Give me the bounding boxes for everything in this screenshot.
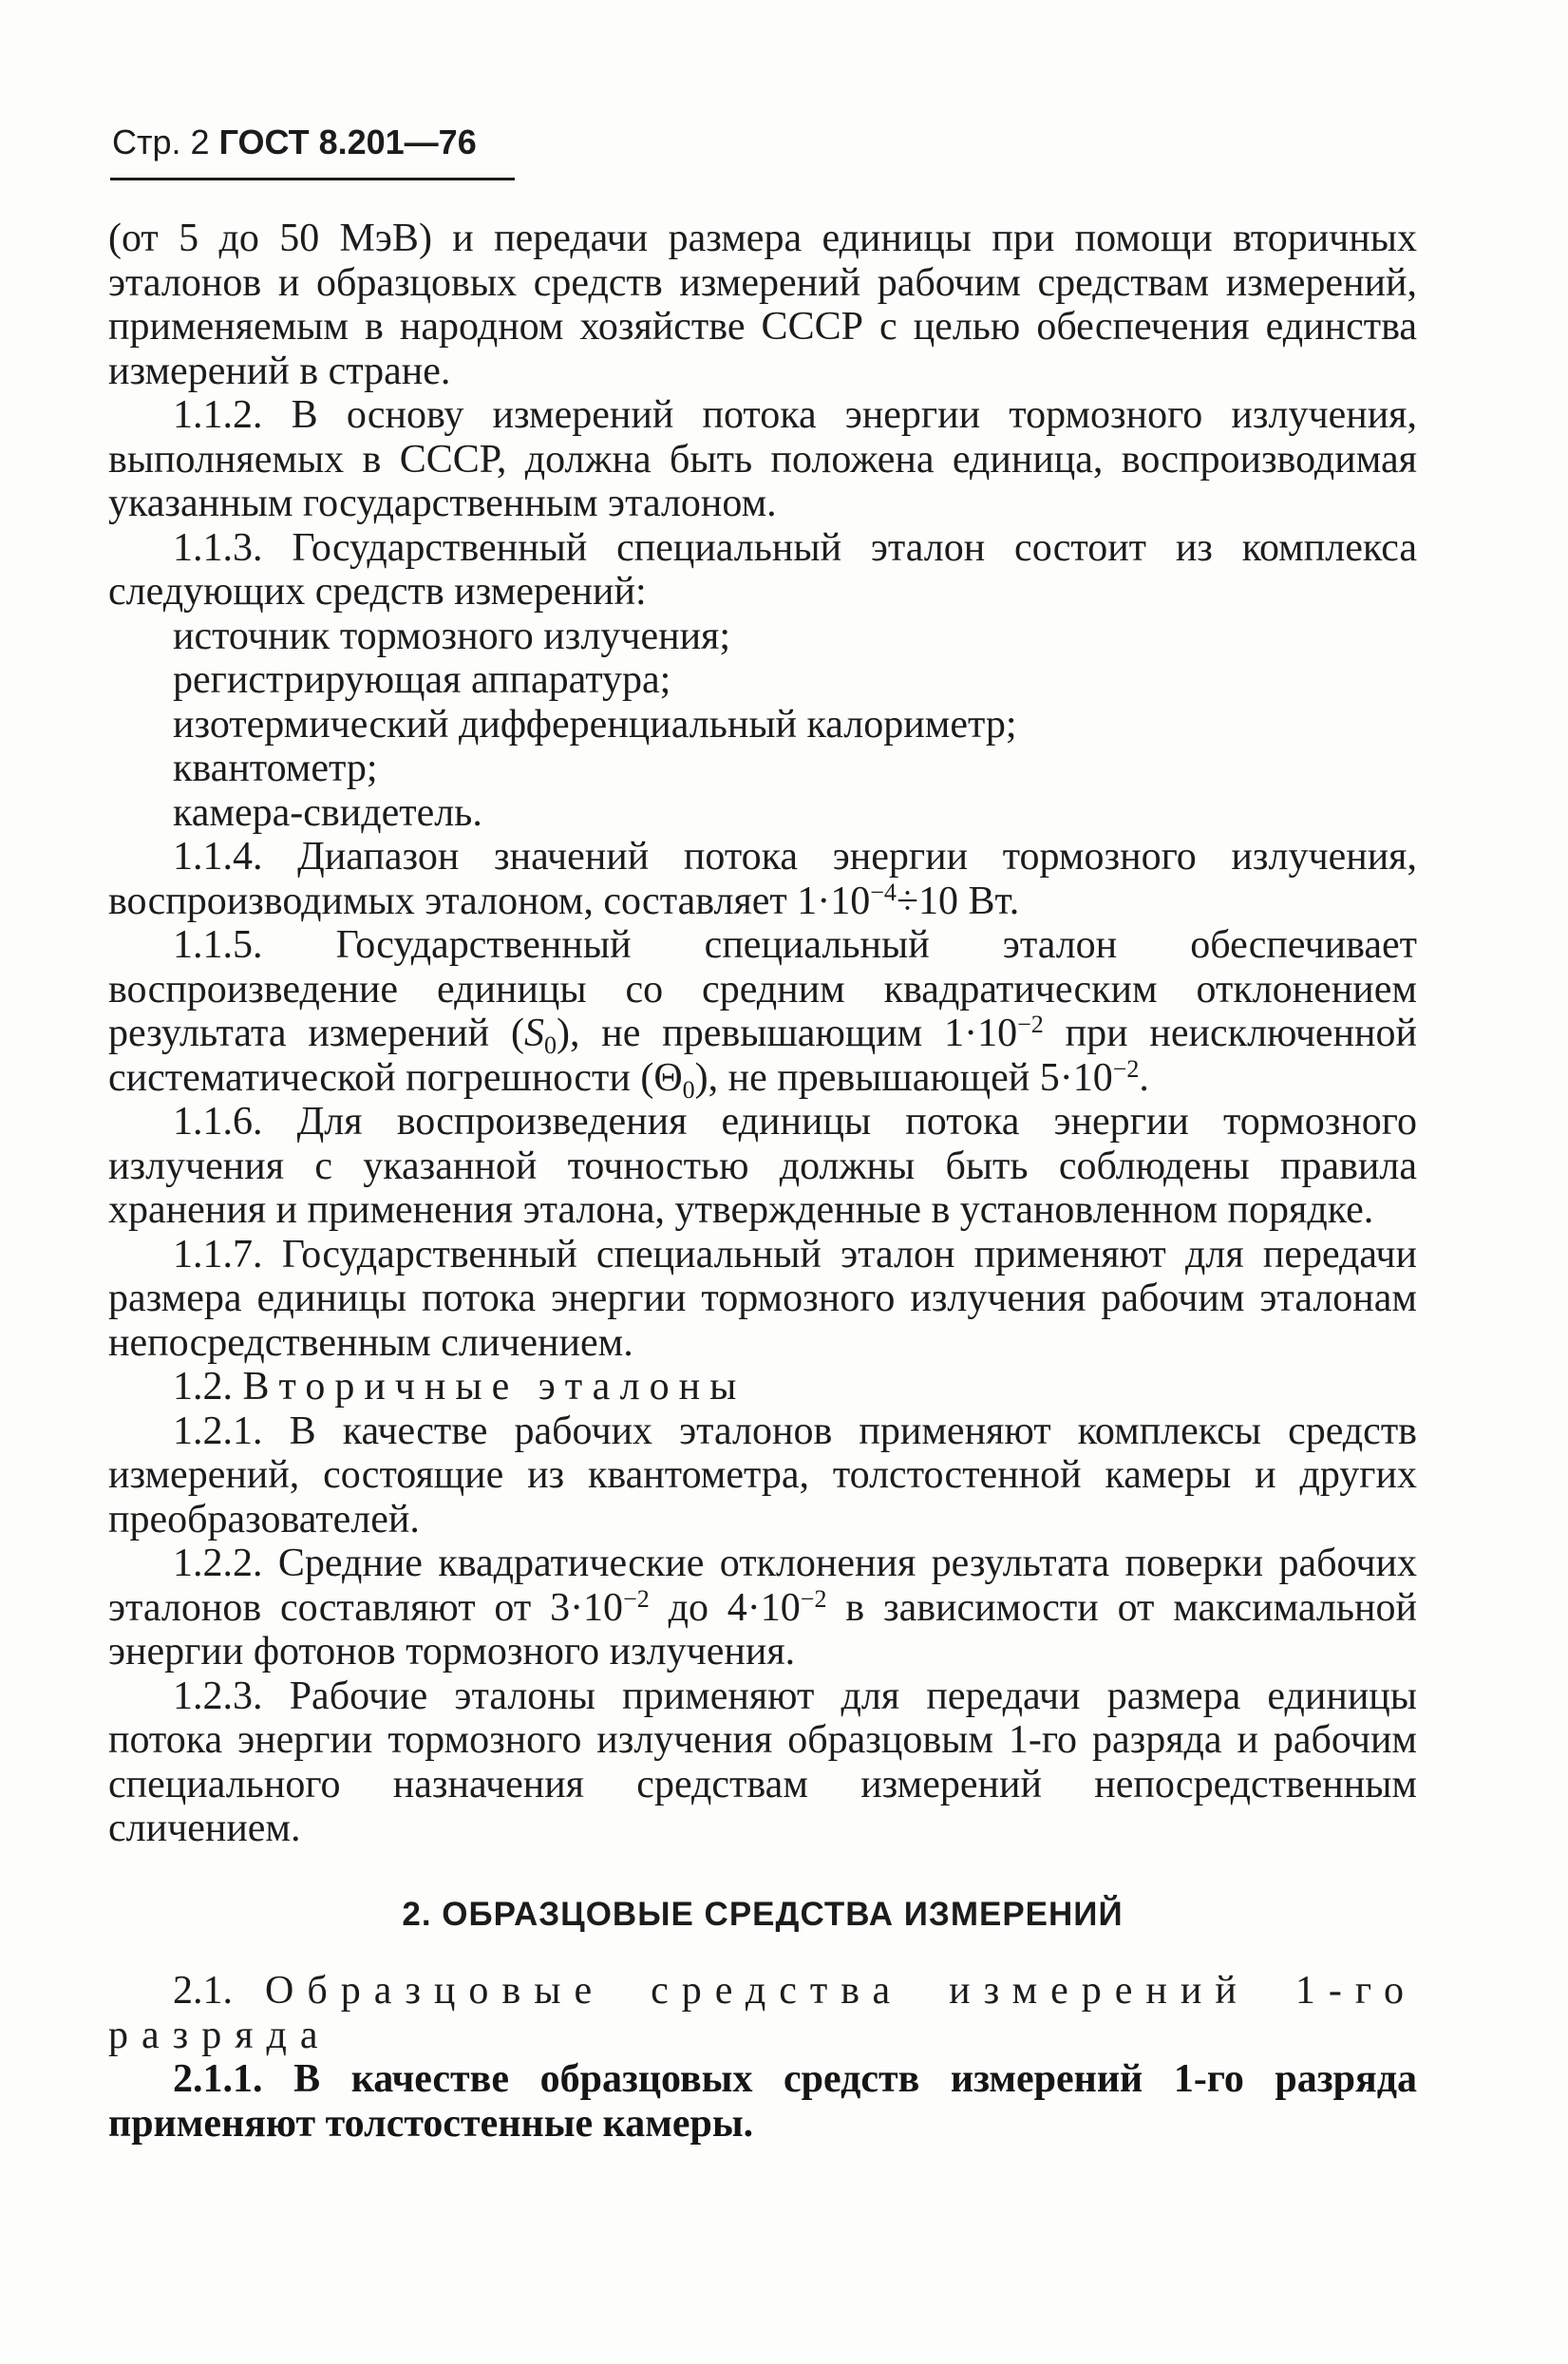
subsection-1-2-heading: [108, 1365, 1417, 1409]
p115-exponent-2: −2: [1112, 1054, 1140, 1083]
equipment-list: [108, 615, 1417, 836]
p122-text-3: в зависимости от максимальной энергии фотонов тормозного излучения.: [108, 1585, 1417, 1674]
p114-unit: Вт.: [958, 879, 1020, 923]
p114-text: 1.1.4. Диапазон значений потока энергии тормозного излучения, воспроизводимых эталоном, составляет: [108, 835, 1417, 923]
theta-symbol: Θ: [653, 1055, 683, 1100]
list-item: регистрирующая аппаратура;: [173, 658, 671, 702]
p122-exponent-2: −2: [800, 1584, 827, 1613]
s-subscript: 0: [543, 1031, 557, 1059]
p115-text-5: .: [1139, 1055, 1149, 1100]
theta-subscript: 0: [682, 1075, 695, 1104]
paragraph-1-1-5: [108, 923, 1418, 1104]
p115-text-3: при неисключенной систематической погрешности (: [108, 1012, 1418, 1100]
p122-text-2: до 4·10: [649, 1585, 801, 1630]
paragraph-1-2-1: 1.2.1. В качестве рабочих эталонов применяют комплексы средств измерений, состоящие из квантометра, толстостенной камеры и других преобразователей.: [108, 1409, 1417, 1541]
subsection-title: Образцовые средства измерений 1-го разряда: [108, 1969, 1418, 2057]
p114-range: ÷10: [896, 879, 958, 923]
paragraph-1-2-3: 1.2.3. Рабочие эталоны применяют для передачи размера единицы потока энергии тормозного излучения образцовым 1-го разряда и рабочим специального назначения средствам измерений непосредственным сличением.: [108, 1674, 1417, 1850]
page-header: [112, 122, 477, 163]
standard-code: ГОСТ 8.201—76: [218, 123, 477, 161]
p115-text-1: 1.1.5. Государственный специальный эталон обеспечивает воспроизведение единицы со средним квадратическим отклонением результата измерений (: [108, 923, 1417, 1055]
paragraph-1-1-3: 1.1.3. Государственный специальный эталон состоит из комплекса следующих средств измерений:: [108, 525, 1417, 614]
paragraph-1-2-2: [108, 1541, 1417, 1674]
page-number: Стр. 2: [112, 123, 210, 161]
paragraph-1-1-7: 1.1.7. Государственный специальный эталон применяют для передачи размера единицы потока энергии тормозного излучения рабочим эталонам непосредственным сличением.: [108, 1232, 1417, 1365]
list-item: источник тормозного излучения;: [173, 614, 731, 658]
p115-exponent-1: −2: [1017, 1011, 1044, 1038]
subsection-number: 1.2.: [173, 1365, 243, 1409]
list-item: квантометр;: [173, 747, 378, 790]
paragraph-2-1-1: 2.1.1. В качестве образцовых средств измерений 1-го разряда применяют толстостенные камеры.: [108, 2057, 1417, 2146]
p122-text-1: 1.2.2. Средние квадратические отклонения результата поверки рабочих эталонов составляют от 3·10: [108, 1541, 1417, 1630]
subsection-2-1-heading: [108, 1969, 1417, 2057]
paragraph-continuation: (от 5 до 50 МэВ) и передачи размера единицы при помощи вторичных эталонов и образцовых средств измерений рабочим средствам измерений, применяемым в народном хозяйстве СССР с целью обеспечения единства измерений в стране.: [108, 217, 1417, 393]
s-symbol: S: [523, 1012, 544, 1055]
paragraph-1-1-2: 1.1.2. В основу измерений потока энергии тормозного излучения, выполняемых в СССР, должна быть положена единица, воспроизводимая указанным государственным эталоном.: [108, 393, 1417, 525]
p115-text-4: ), не превышающей 5·10: [694, 1055, 1113, 1100]
document-body: [108, 217, 1417, 2146]
paragraph-1-1-4: [108, 835, 1417, 923]
section-2-title: 2. ОБРАЗЦОВЫЕ СРЕДСТВА ИЗМЕРЕНИЙ: [402, 1895, 1124, 1933]
p122-exponent-1: −2: [623, 1584, 650, 1613]
p115-text-2: ), не превышающим 1·10: [556, 1012, 1018, 1055]
subsection-number: 2.1.: [173, 1969, 265, 2013]
header-rule: [110, 178, 515, 180]
list-item: изотермический дифференциальный калориметр;: [173, 702, 1017, 747]
p114-exponent: −4: [870, 878, 897, 906]
paragraph-1-1-6: 1.1.6. Для воспроизведения единицы потока энергии тормозного излучения с указанной точностью должны быть соблюдены правила хранения и применения эталона, утвержденные в установленном порядке.: [108, 1100, 1417, 1232]
p114-value: 1·10: [797, 879, 871, 923]
list-item: камера-свидетель.: [173, 790, 482, 835]
subsection-title: Вторичные эталоны: [242, 1365, 746, 1409]
